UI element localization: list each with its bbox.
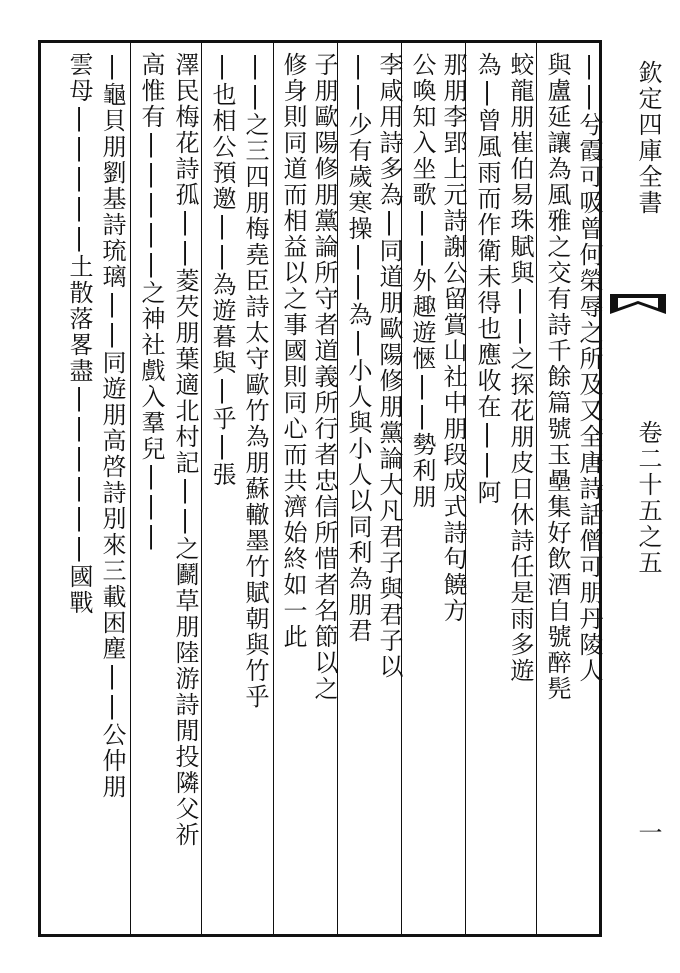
text-column-5: 那朋李郢上元詩謝公留賞山社中朋段成式詩句饒方	[439, 52, 467, 624]
column-rule	[273, 43, 274, 934]
text-column-13: 澤民梅花詩孤||菱芡朋葉適北村記||之鬬草朋陸游詩閒投隣父祈	[171, 52, 199, 848]
text-column-3: 蛟龍朋崔伯易珠賦與||之探花朋皮日休詩任是雨多遊	[506, 52, 534, 684]
text-column-4: 為|曾風雨而作衛未得也應收在||阿	[473, 52, 501, 506]
text-column-15: |龜貝朋劉基詩琉璃||同遊朋高啓詩別來三載困塵||公仲朋	[98, 52, 126, 800]
margin-header	[628, 60, 668, 880]
text-column-11: ||之三四朋梅堯臣詩太守歐竹為朋蘇轍墨竹賦朝與竹乎	[241, 52, 269, 710]
text-column-10: 修身則同道而相益以之事國則同心而共濟始終如一此	[279, 52, 307, 650]
text-column-6: 公喚知入坐歌||外趣遊愜||勢利朋	[408, 52, 436, 510]
column-rule	[130, 43, 131, 934]
volume-label: 卷二十五之五	[634, 420, 662, 576]
page-number: 一	[634, 820, 662, 846]
text-column-16: 雲母|||||土散落畧盡||||||國戰	[65, 52, 93, 616]
text-column-7: 李咸用詩多為|同道朋歐陽修朋黨論大凡君子與君子以	[375, 52, 403, 680]
text-column-1: ||兮霞可吸曾何榮辱之所及又全唐詩話僧可朋丹陵人	[575, 52, 603, 684]
book-title: 欽定四庫全書	[634, 60, 662, 216]
text-column-9: 子朋歐陽修朋黨論所守者道義所行者忠信所惜者名節以之	[310, 52, 338, 702]
text-column-2: 與盧延讓為風雅之交有詩千餘篇號玉壘集好飲酒自號醉髡	[543, 52, 571, 702]
text-column-14: 高惟有|||||之神社戲入羣兒|||	[137, 52, 165, 552]
text-column-12: |也相公預邀||為遊暮與|乎|張	[208, 52, 236, 488]
fish-tail-ornament	[608, 290, 668, 318]
text-column-8: ||少有歲寒操||為|小人與小人以同利為朋君	[344, 52, 372, 644]
